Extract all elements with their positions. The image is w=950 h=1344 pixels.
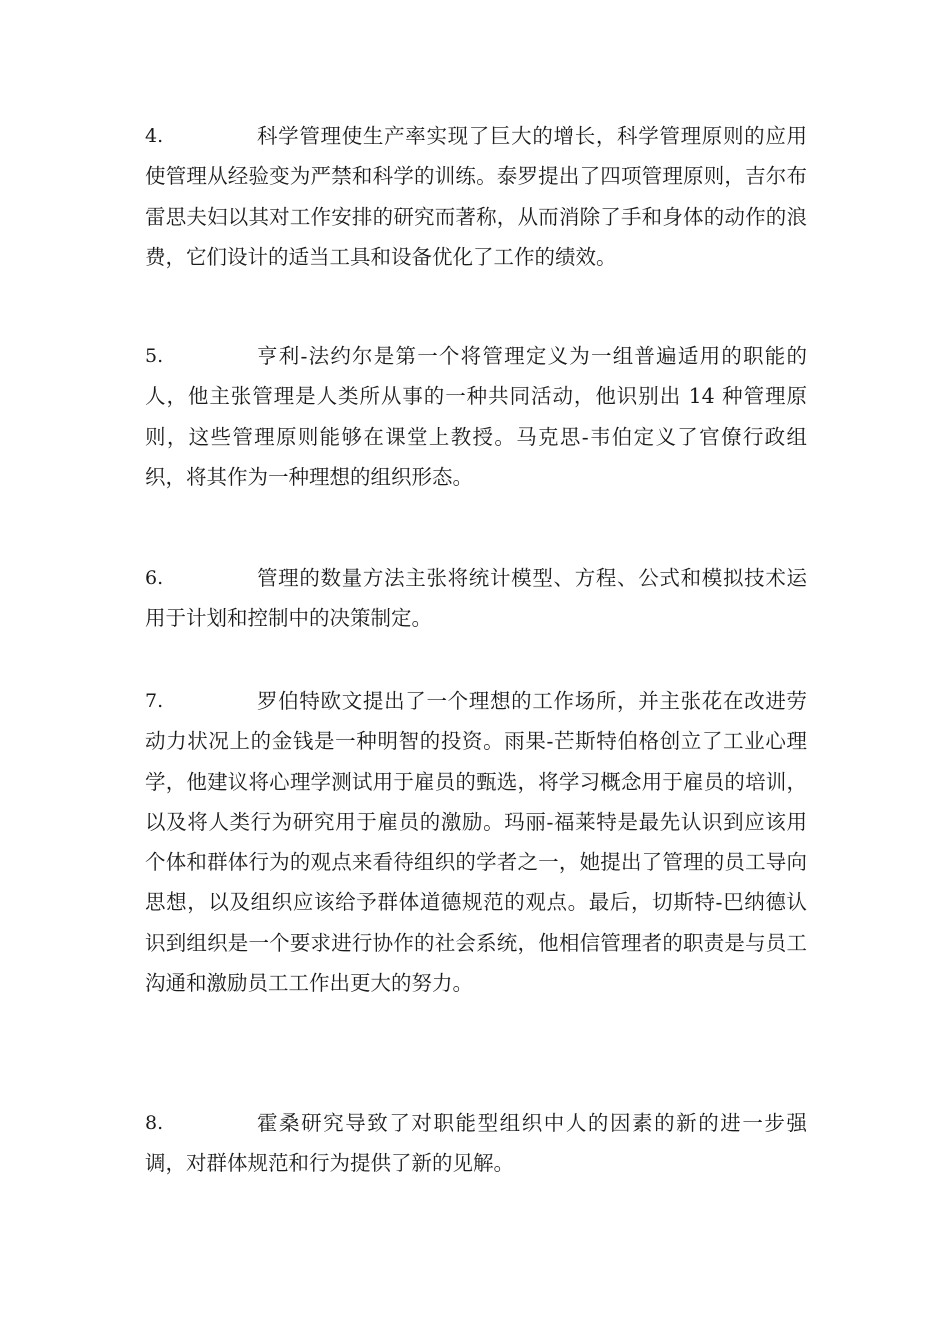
item-text: 科学管理使生产率实现了巨大的增长，科学管理原则的应用使管理从经验变为严禁和科学的训练。泰罗提出了四项管理原则，吉尔布雷思夫妇以其对工作安排的研究而著称，从而消除了手和身体的动作的浪费，它们设计的适当工具和设备优化了工作的绩效。 xyxy=(145,124,807,269)
item-text: 霍桑研究导致了对职能型组织中人的因素的新的进一步强调，对群体规范和行为提供了新的见解。 xyxy=(145,1111,807,1176)
list-item xyxy=(145,1103,807,1184)
item-text: 亨利-法约尔是第一个将管理定义为一组普遍适用的职能的人，他主张管理是人类所从事的一种共同活动，他识别出 14 种管理原则，这些管理原则能够在课堂上教授。马克思-韦伯定义了官僚行政组织，将其作为一种理想的组织形态。 xyxy=(145,344,807,489)
list-item xyxy=(145,336,807,497)
item-number: 4. xyxy=(145,125,164,147)
item-text: 罗伯特欧文提出了一个理想的工作场所，并主张花在改进劳动力状况上的金钱是一种明智的投资。雨果-芒斯特伯格创立了工业心理学，他建议将心理学测试用于雇员的甄选，将学习概念用于雇员的培训，以及将人类行为研究用于雇员的激励。玛丽-福莱特是最先认识到应该用个体和群体行为的观点来看待组织的学者之一，她提出了管理的员工导向思想，以及组织应该给予群体道德规范的观点。最后，切斯特-巴纳德认识到组织是一个要求进行协作的社会系统，他相信管理者的职责是与员工沟通和激励员工工作出更大的努力。 xyxy=(145,689,807,996)
list-item xyxy=(145,681,807,1003)
list-item xyxy=(145,116,807,277)
item-number: 7. xyxy=(145,690,164,712)
item-number: 6. xyxy=(145,567,164,589)
item-number: 5. xyxy=(145,345,164,367)
item-text: 管理的数量方法主张将统计模型、方程、公式和模拟技术运用于计划和控制中的决策制定。 xyxy=(145,566,807,631)
list-item xyxy=(145,558,807,639)
item-number: 8. xyxy=(145,1112,164,1134)
